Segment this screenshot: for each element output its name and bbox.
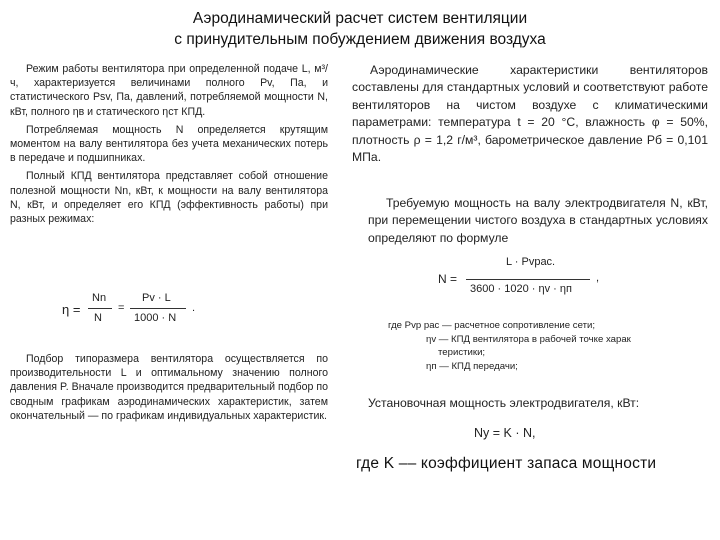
where-definitions — [388, 319, 708, 373]
eta-symbol: η = — [62, 302, 81, 317]
left-paragraph-2: Потребляемая мощность N определяется крутящим моментом на валу вентилятора без учета механических потерь в передаче и подшипниках. — [10, 123, 328, 165]
right-paragraph-2: Требуемую мощность на валу электродвигателя N, кВт, при перемещении чистого воздуха в стандартных условиях определяют по формуле — [368, 196, 708, 245]
required-power-text — [368, 195, 708, 247]
left-column-bottom — [10, 352, 328, 423]
power-numerator: L · Pvрас. — [506, 256, 556, 268]
page-title — [0, 8, 720, 50]
where-line-1: где Pvр рас — расчетное сопротивление сети; — [388, 320, 596, 331]
power-lhs: N = — [438, 272, 458, 286]
power-fraction-bar — [466, 279, 590, 280]
right-column — [352, 62, 708, 166]
where-line-4: ηп — КПД передачи; — [426, 360, 518, 372]
left-column — [10, 62, 328, 226]
formula-den-1: N — [94, 312, 102, 324]
where-line-2: ηv — КПД вентилятора в рабочей точке харак — [426, 333, 631, 345]
power-denominator: 3600 · 1020 · ηv · ηп — [470, 283, 572, 295]
where-line-3: теристики; — [438, 347, 486, 358]
install-power-formula: Ny = K · N, — [474, 426, 536, 440]
reserve-coefficient-note: где K –– коэффициент запаса мощности — [356, 455, 657, 472]
formula-den-2: 1000 · N — [134, 312, 177, 324]
formula-end: . — [192, 302, 196, 314]
left-paragraph-3: Полный КПД вентилятора представляет собой отношение полезной мощности Nn, кВт, к мощности на валу вентилятора N, кВт, и определяет его КПД (эффективность работы) при разных режимах: — [10, 170, 328, 226]
fraction-bar-1 — [88, 308, 112, 309]
left-paragraph-1: Режим работы вентилятора при определенной подаче L, м³/ч, характеризуется величинами полного Pv, Па, и статистического Psv, Па, давлений, потребляемой мощности N, кВт, полного ηв и статического ηст КПД. — [10, 63, 328, 118]
left-paragraph-4: Подбор типоразмера вентилятора осуществляется по производительности L и оптимальному значению полного давления P. Вначале производится предварительный подбор по сводным графикам аэродинамических характеристик, затем окончательный — по графикам индивидуальных характеристик. — [10, 353, 328, 422]
formula-num-2: Pv · L — [142, 292, 171, 304]
power-end: , — [596, 272, 600, 284]
fraction-bar-2 — [130, 308, 186, 309]
formula-equals: = — [118, 302, 125, 314]
title-line-2: с принудительным побуждением движения воздуха — [174, 31, 546, 48]
title-line-1: Аэродинамический расчет систем вентиляции — [192, 10, 528, 27]
right-paragraph-1: Аэродинамические характеристики вентиляторов составлены для стандартных условий и соответствуют работе вентиляторов на чистом воздухе с климатическими параметрами: температура t = 20 °С, влажность φ = 50%, плотность ρ = 1,2 г/м³, барометрическое давление Рб = 0,101 МПа. — [352, 63, 708, 165]
formula-num-1: Nn — [92, 292, 107, 304]
install-power-heading: Установочная мощность электродвигателя, кВт: — [368, 396, 640, 410]
